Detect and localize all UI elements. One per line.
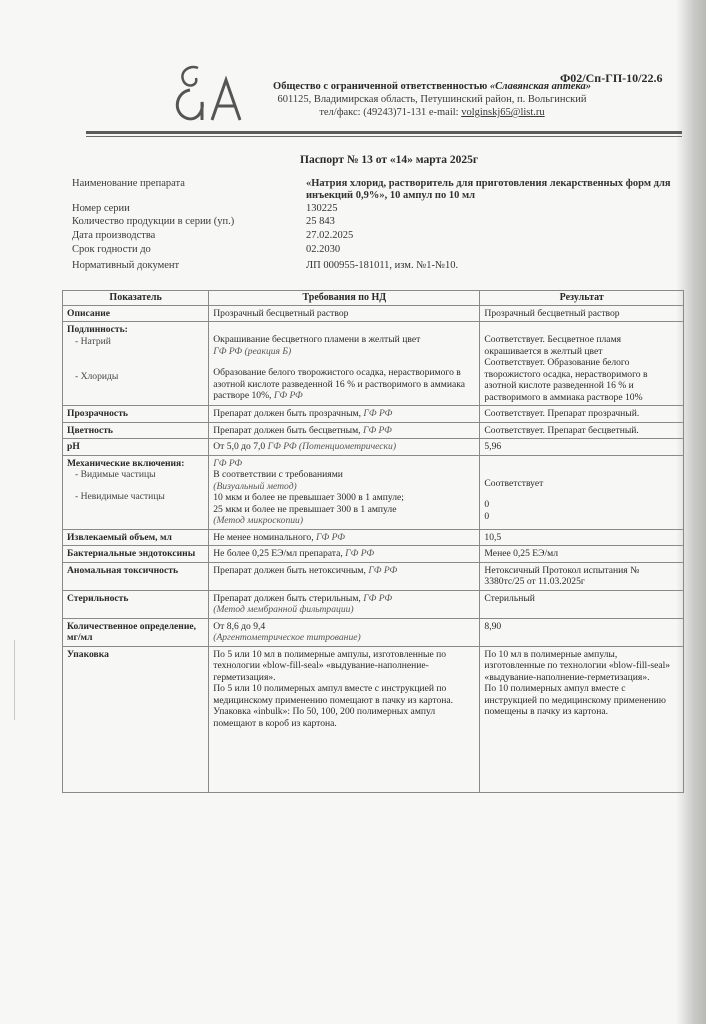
label-batch: Номер серии <box>72 203 130 214</box>
mechanical-visible-req: В соответствии с требованиями <box>213 469 343 480</box>
identity-chloride-name: - Хлориды <box>75 371 119 382</box>
identity-chloride-res: Соответствует. Образование белого творожистого осадка, нерастворимого в азотной кислоте разведенной 16 % и растворимого в аммиака растворе 10% <box>484 357 648 403</box>
description-name: Описание <box>63 305 209 322</box>
toxicity-method: ГФ РФ <box>368 564 398 576</box>
transparency-name: Прозрачность <box>63 406 209 423</box>
organization-header <box>232 80 632 119</box>
mechanical-method-top: ГФ РФ <box>213 457 243 469</box>
row-ph <box>63 439 684 456</box>
endotoxins-res: Менее 0,25 ЕЭ/мл <box>480 546 684 563</box>
packaging-req-cell <box>209 646 480 792</box>
transparency-req: Препарат должен быть прозрачным, <box>213 408 362 419</box>
identity-chloride-req: Образование белого творожистого осадка, нерастворимого в азотной кислоте разведенной 16 % и растворимого в аммиака растворе 10%, <box>213 367 465 401</box>
endotoxins-name: Бактериальные эндотоксины <box>63 546 209 563</box>
header-requirements: Требования по НД <box>209 291 480 306</box>
value-expiry: 02.2030 <box>306 244 341 255</box>
label-quantity: Количество продукции в серии (уп.) <box>72 216 235 227</box>
identity-sodium-method: ГФ РФ (реакция Б) <box>213 345 292 357</box>
volume-req-cell <box>209 529 480 546</box>
org-name-prefix: Общество с ограниченной ответственностью <box>273 81 488 92</box>
packaging-name: Упаковка <box>63 646 209 792</box>
mechanical-invisible-req2: 25 мкм и более не превышает 300 в 1 ампуле <box>213 503 397 515</box>
value-production-date: 27.02.2025 <box>306 230 354 241</box>
description-res: Прозрачный бесцветный раствор <box>480 305 684 322</box>
value-normative: ЛП 000955-181011, изм. №1-№10. <box>306 260 459 271</box>
identity-sodium-name: - Натрий <box>75 335 111 347</box>
value-batch: 130225 <box>306 203 338 214</box>
mechanical-invisible-name: - Невидимые частицы <box>75 490 165 502</box>
identity-name: Подлинность: <box>67 324 128 335</box>
row-description <box>63 305 684 322</box>
ph-method: ГФ РФ (Потенциометрически) <box>267 441 397 452</box>
mechanical-res-cell <box>480 455 684 529</box>
row-identity <box>63 322 684 406</box>
sterility-name: Стерильность <box>63 590 209 618</box>
value-product: «Натрия хлорид, растворитель для приготовления лекарственных форм для инъекций 0,9%», 10 ампул по 10 мл <box>306 178 671 201</box>
header-divider <box>86 131 682 134</box>
transparency-req-cell <box>209 406 480 423</box>
packaging-req2: По 5 или 10 полимерных ампул вместе с инструкцией по медицинскому применению помещают в пачку из картона. <box>213 683 454 706</box>
toxicity-req-cell <box>209 562 480 590</box>
row-toxicity <box>63 562 684 590</box>
label-production-date: Дата производства <box>72 230 156 241</box>
organization-address: 601125, Владимирская область, Петушинский район, п. Вольгинский <box>277 94 587 105</box>
toxicity-res: Нетоксичный Протокол испытания № 3380тс/25 от 11.03.2025г <box>480 562 684 590</box>
row-sterility <box>63 590 684 618</box>
assay-res: 8,90 <box>480 618 684 646</box>
sterility-method2: (Метод мембранной фильтрации) <box>213 604 354 615</box>
mechanical-req-cell <box>209 455 480 529</box>
assay-name: Количественное определение, мг/мл <box>63 618 209 646</box>
identity-sodium-req: Окрашивание бесцветного пламени в желтый цвет <box>213 334 421 345</box>
organization-name <box>232 80 632 93</box>
color-res: Соответствует. Препарат бесцветный. <box>480 422 684 439</box>
color-name: Цветность <box>63 422 209 439</box>
packaging-res2: По 10 полимерных ампул вместе с инструкцией по медицинскому применению помещены в пачку из картона. <box>484 683 666 717</box>
sterility-req-cell <box>209 590 480 618</box>
row-transparency <box>63 406 684 423</box>
document-code: Ф02/Сп-ГП-10/22.6 <box>560 71 663 85</box>
mechanical-visible-method: (Визуальный метод) <box>213 480 297 492</box>
mechanical-invisible-req1: 10 мкм и более не превышает 3000 в 1 ампуле; <box>213 492 404 503</box>
color-method: ГФ РФ <box>362 424 392 436</box>
toxicity-req: Препарат должен быть нетоксичным, <box>213 564 366 576</box>
label-expiry: Срок годности до <box>72 244 151 255</box>
toxicity-name: Аномальная токсичность <box>63 562 209 590</box>
sterility-res: Стерильный <box>480 590 684 618</box>
packaging-res1: По 10 мл в полимерные ампулы, изготовленные по технологии «blow-fill-seal» «выдувание-наполнение-герметизация». <box>484 648 671 683</box>
volume-res: 10,5 <box>480 529 684 546</box>
contacts-prefix: тел/факс: (49243)71-131 e-mail: <box>319 107 459 118</box>
spec-table <box>62 290 684 793</box>
mechanical-invisible-res1: 0 <box>484 499 490 510</box>
scan-edge-mark <box>14 640 15 720</box>
volume-method: ГФ РФ <box>316 531 345 543</box>
description-req: Прозрачный бесцветный раствор <box>209 305 480 322</box>
mechanical-invisible-res2: 0 <box>484 510 490 522</box>
org-name-quoted: «Славянская аптека» <box>489 81 591 92</box>
table-header-row <box>63 291 684 306</box>
ph-req: От 5,0 до 7,0 <box>213 441 266 452</box>
mechanical-name: Механические включения: <box>67 457 185 469</box>
sterility-req: Препарат должен быть стерильным, <box>213 592 361 604</box>
sterility-method: ГФ РФ <box>363 592 393 604</box>
header-result: Результат <box>480 291 684 306</box>
mechanical-invisible-method: (Метод микроскопии) <box>213 515 304 526</box>
color-req: Препарат должен быть бесцветным, <box>213 424 361 436</box>
row-endotoxins <box>63 546 684 563</box>
row-assay <box>63 618 684 646</box>
label-product: Наименование препарата <box>72 178 185 189</box>
transparency-res: Соответствует. Препарат прозрачный. <box>480 406 684 423</box>
row-packaging <box>63 646 684 792</box>
row-color <box>63 422 684 439</box>
row-mechanical <box>63 455 684 529</box>
volume-name: Извлекаемый объем, мл <box>63 529 209 546</box>
assay-req-cell <box>209 618 480 646</box>
passport-title: Паспорт № 13 от «14» марта 2025г <box>300 154 479 166</box>
ph-res: 5,96 <box>480 439 684 456</box>
mechanical-visible-res: Соответствует <box>484 477 544 489</box>
assay-req: От 8,6 до 9,4 <box>213 620 266 632</box>
organization-contacts <box>232 106 632 119</box>
color-req-cell <box>209 422 480 439</box>
packaging-req3: Упаковка «inbulk»: По 50, 100, 200 полимерных ампул помещают в короб из картона. <box>213 706 436 729</box>
assay-method: (Аргентометрическое титрование) <box>213 632 361 643</box>
header-indicator: Показатель <box>63 291 209 306</box>
volume-req: Не менее номинального, <box>213 531 314 543</box>
value-quantity: 25 843 <box>306 216 335 227</box>
ph-req-cell <box>209 439 480 456</box>
endotoxins-req-cell <box>209 546 480 563</box>
identity-req-cell <box>209 322 480 406</box>
email-link[interactable]: volginskj65@list.ru <box>461 107 545 118</box>
packaging-res-cell <box>480 646 684 792</box>
identity-chloride-method: ГФ РФ <box>273 390 303 401</box>
row-volume <box>63 529 684 546</box>
endotoxins-method: ГФ РФ <box>345 548 375 559</box>
label-normative: Нормативный документ <box>72 260 180 271</box>
identity-res-cell <box>480 322 684 406</box>
identity-sodium-res: Соответствует. Бесцветное пламя окрашивается в желтый цвет <box>484 334 622 357</box>
mechanical-name-cell <box>63 455 209 529</box>
header-divider-thin <box>86 136 682 137</box>
endotoxins-req: Не более 0,25 ЕЭ/мл препарата, <box>213 548 343 559</box>
identity-name-cell <box>63 322 209 406</box>
packaging-req1: По 5 или 10 мл в полимерные ампулы, изготовленные по технологии «blow-fill-seal» «выдувание-наполнение-герметизация». <box>213 648 447 683</box>
transparency-method: ГФ РФ <box>363 408 393 419</box>
ph-name: pH <box>63 439 209 456</box>
mechanical-visible-name: - Видимые частицы <box>75 469 156 480</box>
